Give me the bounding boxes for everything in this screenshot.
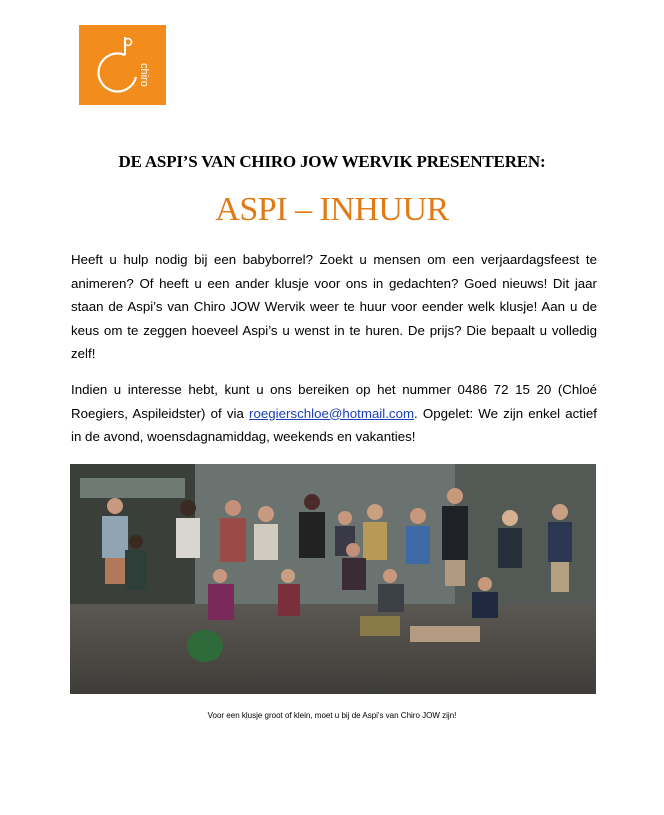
logo-text: chiro [138, 63, 150, 87]
chiro-logo-icon [79, 25, 166, 105]
email-link[interactable]: roegierschloe@hotmail.com [249, 405, 415, 421]
intro-paragraph: Heeft u hulp nodig bij een babyborrel? Zoekt u mensen om een verjaardagsfeest te animeren? Of heeft u een ander klusje voor ons in gedachten? Goed nieuws! Dit jaar staan de Aspi’s van Chiro JOW Wervik weer te huur voor eender welk klusje! Aan u de keus om te zeggen hoeveel Aspi’s u wenst in te huren. De prijs? Die bepaalt u volledig zelf! [71, 252, 597, 361]
chiro-logo [79, 25, 166, 105]
photo-caption: Voor een klusje groot of klein, moet u bij de Aspi's van Chiro JOW zijn! [207, 711, 457, 720]
group-photo-icon [70, 464, 596, 694]
page-heading: DE ASPI’S VAN CHIRO JOW WERVIK PRESENTEREN: [118, 152, 546, 171]
contact-paragraph [71, 378, 597, 449]
group-photo [70, 464, 596, 694]
contact-text-after: . Opgelet: We zijn enkel actief in de avond, woensdagnamiddag, weekends en vakanties! [71, 405, 597, 444]
page-title: ASPI – INHUUR [215, 191, 449, 228]
contact-text-before: Indien u interesse hebt, kunt u ons bereiken op het nummer 0486 72 15 20 (Chloé Roegiers, Aspileidster) of via [71, 382, 597, 421]
